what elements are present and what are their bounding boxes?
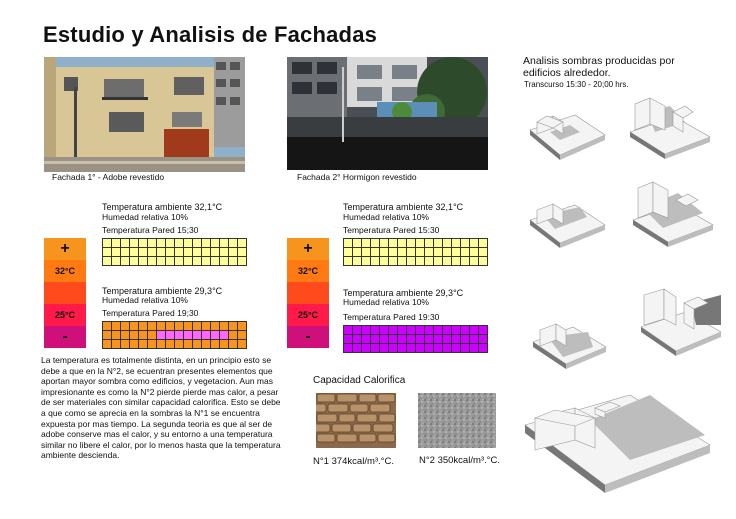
scale-band	[287, 282, 329, 304]
grid-cell	[461, 257, 470, 266]
grid-cell	[452, 257, 461, 266]
grid-cell	[121, 340, 130, 349]
grid-cell	[371, 239, 380, 248]
grid-cell	[353, 257, 362, 266]
grid-cell	[238, 331, 247, 340]
grid-cell	[157, 340, 166, 349]
grid-cell	[434, 257, 443, 266]
grid-cell	[344, 335, 353, 344]
grid-cell	[130, 239, 139, 248]
grid-cell	[371, 257, 380, 266]
grid-cell	[353, 239, 362, 248]
grid-cell	[416, 344, 425, 353]
grid-cell	[157, 331, 166, 340]
f1-amb1: Temperatura ambiente 32,1°C	[102, 202, 223, 212]
scale-band	[44, 282, 86, 304]
grid-cell	[175, 257, 184, 266]
grid-cell	[157, 322, 166, 331]
grid-cell	[443, 239, 452, 248]
grid-cell	[166, 257, 175, 266]
grid-cell	[103, 340, 112, 349]
grid-cell	[130, 257, 139, 266]
grid-cell	[166, 239, 175, 248]
grid-cell	[479, 335, 488, 344]
grid-cell	[353, 248, 362, 257]
capacity-title: Capacidad Calorifica	[313, 375, 406, 386]
grid-cell	[130, 331, 139, 340]
grid-cell	[175, 331, 184, 340]
f2-amb2: Temperatura ambiente 29,3°C	[343, 288, 464, 298]
capacity-adobe: N°1 374kcal/m³.°C.	[313, 456, 394, 467]
temperature-scale-1	[44, 238, 86, 348]
grid-cell	[121, 331, 130, 340]
grid-cell	[362, 239, 371, 248]
grid-cell	[470, 248, 479, 257]
grid-cell	[344, 239, 353, 248]
wall-temp-grid-f1-1930	[102, 321, 247, 349]
grid-cell	[362, 344, 371, 353]
grid-cell	[398, 344, 407, 353]
grid-cell	[238, 239, 247, 248]
grid-cell	[238, 340, 247, 349]
grid-cell	[461, 248, 470, 257]
grid-cell	[229, 257, 238, 266]
grid-cell	[425, 239, 434, 248]
grid-cell	[229, 248, 238, 257]
grid-cell	[103, 257, 112, 266]
grid-cell	[157, 239, 166, 248]
grid-cell	[371, 248, 380, 257]
shadow-model-3b	[636, 285, 726, 362]
grid-cell	[452, 326, 461, 335]
grid-cell	[166, 248, 175, 257]
grid-cell	[211, 340, 220, 349]
grid-cell	[193, 340, 202, 349]
grid-cell	[148, 340, 157, 349]
grid-cell	[139, 322, 148, 331]
temperature-scale-2	[287, 238, 329, 348]
f1-wall2: Temperatura Pared 19;30	[102, 308, 199, 318]
grid-cell	[193, 331, 202, 340]
grid-cell	[130, 322, 139, 331]
grid-cell	[202, 248, 211, 257]
grid-cell	[139, 340, 148, 349]
grid-cell	[425, 257, 434, 266]
grid-cell	[103, 248, 112, 257]
grid-cell	[407, 239, 416, 248]
grid-cell	[112, 340, 121, 349]
grid-cell	[398, 326, 407, 335]
grid-cell	[407, 257, 416, 266]
grid-cell	[470, 326, 479, 335]
scale-plus: +	[44, 238, 86, 260]
grid-cell	[362, 248, 371, 257]
grid-cell	[434, 239, 443, 248]
grid-cell	[380, 257, 389, 266]
grid-cell	[425, 326, 434, 335]
grid-cell	[229, 239, 238, 248]
grid-cell	[380, 248, 389, 257]
grid-cell	[371, 344, 380, 353]
grid-cell	[470, 344, 479, 353]
grid-cell	[398, 257, 407, 266]
grid-cell	[121, 257, 130, 266]
adobe-texture	[316, 393, 396, 448]
shadow-model-1a	[525, 100, 610, 170]
f2-amb1: Temperatura ambiente 32,1°C	[343, 202, 464, 212]
grid-cell	[353, 326, 362, 335]
grid-cell	[184, 322, 193, 331]
grid-cell	[202, 322, 211, 331]
grid-cell	[479, 239, 488, 248]
grid-cell	[362, 335, 371, 344]
grid-cell	[461, 344, 470, 353]
grid-cell	[389, 257, 398, 266]
grid-cell	[211, 322, 220, 331]
grid-cell	[380, 326, 389, 335]
grid-cell	[220, 239, 229, 248]
grid-cell	[353, 335, 362, 344]
grid-cell	[103, 322, 112, 331]
grid-cell	[434, 344, 443, 353]
facade1-photo	[44, 57, 245, 172]
grid-cell	[148, 322, 157, 331]
grid-cell	[344, 326, 353, 335]
grid-cell	[389, 326, 398, 335]
grid-cell	[443, 344, 452, 353]
grid-cell	[166, 331, 175, 340]
facade2-caption: Fachada 2° Hormigon revestido	[297, 172, 417, 182]
grid-cell	[461, 335, 470, 344]
grid-cell	[398, 335, 407, 344]
grid-cell	[229, 331, 238, 340]
facade2-photo	[287, 57, 488, 170]
grid-cell	[112, 239, 121, 248]
grid-cell	[148, 257, 157, 266]
shadow-model-1b	[625, 92, 715, 167]
page-title: Estudio y Analisis de Fachadas	[43, 22, 378, 47]
grid-cell	[139, 331, 148, 340]
grid-cell	[157, 257, 166, 266]
grid-cell	[353, 344, 362, 353]
grid-cell	[139, 239, 148, 248]
grid-cell	[344, 248, 353, 257]
shadow-model-2a	[525, 185, 610, 255]
grid-cell	[407, 248, 416, 257]
grid-cell	[362, 257, 371, 266]
grid-cell	[434, 326, 443, 335]
scale-32: 32°C	[44, 260, 86, 282]
grid-cell	[148, 239, 157, 248]
grid-cell	[416, 239, 425, 248]
grid-cell	[389, 239, 398, 248]
grid-cell	[389, 335, 398, 344]
scale-25: 25°C	[287, 304, 329, 326]
grid-cell	[461, 326, 470, 335]
grid-cell	[121, 322, 130, 331]
grid-cell	[238, 257, 247, 266]
grid-cell	[148, 331, 157, 340]
grid-cell	[380, 344, 389, 353]
grid-cell	[184, 331, 193, 340]
grid-cell	[175, 248, 184, 257]
shadow-model-large	[520, 390, 715, 505]
grid-cell	[470, 335, 479, 344]
grid-cell	[407, 344, 416, 353]
wall-temp-grid-f2-1930	[343, 325, 488, 353]
grid-cell	[193, 257, 202, 266]
grid-cell	[362, 326, 371, 335]
grid-cell	[112, 331, 121, 340]
grid-cell	[443, 257, 452, 266]
grid-cell	[229, 322, 238, 331]
grid-cell	[139, 248, 148, 257]
grid-cell	[434, 335, 443, 344]
grid-cell	[184, 239, 193, 248]
grid-cell	[121, 239, 130, 248]
analysis-paragraph: La temperatura es totalmente distinta, en un principio esto se debe a que en la N°2, se ecuentran presentes elementos que aportan mayor sombra como edificios, y vegetacion. Aun mas impresionante es como la N°2 pierde pierde mas calor, a pesar de ser materiales con similar capacidad calorifica. Esto se debe a que como se aprecia en la sombras la N°1 se encuentra expuesta por mas tiempo. La segunda teoria es que al ser de adobe conserve mas el calor, y su entorno a una temperatura similar no libere el calor, por lo menos hasta que la temperatura ambiente descienda.	[41, 355, 281, 461]
f1-wall1: Temperatura Pared 15;30	[102, 225, 199, 235]
grid-cell	[211, 248, 220, 257]
f2-hum2: Humedad relativa 10%	[343, 297, 429, 307]
concrete-texture	[418, 393, 496, 448]
f1-amb2: Temperatura ambiente 29,3°C	[102, 286, 223, 296]
grid-cell	[175, 340, 184, 349]
grid-cell	[425, 344, 434, 353]
grid-cell	[184, 248, 193, 257]
grid-cell	[220, 340, 229, 349]
grid-cell	[157, 248, 166, 257]
grid-cell	[112, 322, 121, 331]
grid-cell	[229, 340, 238, 349]
scale-minus: -	[287, 326, 329, 348]
grid-cell	[130, 248, 139, 257]
shadow-model-3a	[528, 312, 613, 382]
grid-cell	[443, 335, 452, 344]
grid-cell	[175, 239, 184, 248]
f2-wall2: Temperatura Pared 19:30	[343, 312, 440, 322]
wall-temp-grid-f1-1530	[102, 238, 247, 266]
grid-cell	[479, 344, 488, 353]
grid-cell	[452, 335, 461, 344]
grid-cell	[166, 322, 175, 331]
grid-cell	[470, 239, 479, 248]
grid-cell	[103, 239, 112, 248]
capacity-concrete: N°2 350kcal/m³.°C.	[419, 455, 500, 466]
grid-cell	[193, 248, 202, 257]
grid-cell	[211, 257, 220, 266]
grid-cell	[139, 257, 148, 266]
wall-temp-grid-f2-1530	[343, 238, 488, 266]
grid-cell	[416, 335, 425, 344]
grid-cell	[407, 335, 416, 344]
grid-cell	[416, 326, 425, 335]
grid-cell	[443, 248, 452, 257]
grid-cell	[371, 335, 380, 344]
grid-cell	[425, 248, 434, 257]
grid-cell	[121, 248, 130, 257]
grid-cell	[193, 322, 202, 331]
grid-cell	[202, 257, 211, 266]
scale-25: 25°C	[44, 304, 86, 326]
grid-cell	[220, 322, 229, 331]
grid-cell	[184, 257, 193, 266]
grid-cell	[238, 248, 247, 257]
grid-cell	[344, 344, 353, 353]
grid-cell	[166, 340, 175, 349]
grid-cell	[479, 326, 488, 335]
grid-cell	[380, 239, 389, 248]
grid-cell	[407, 326, 416, 335]
grid-cell	[398, 239, 407, 248]
grid-cell	[148, 248, 157, 257]
grid-cell	[452, 344, 461, 353]
grid-cell	[202, 340, 211, 349]
scale-32: 32°C	[287, 260, 329, 282]
grid-cell	[380, 335, 389, 344]
grid-cell	[479, 257, 488, 266]
grid-cell	[202, 331, 211, 340]
shadow-model-2b	[628, 178, 718, 253]
grid-cell	[112, 257, 121, 266]
grid-cell	[461, 239, 470, 248]
shadows-title: Analisis sombras producidas por edificios alrededor.	[523, 55, 675, 79]
f1-hum1: Humedad relativa 10%	[102, 212, 188, 222]
grid-cell	[479, 248, 488, 257]
grid-cell	[452, 248, 461, 257]
grid-cell	[175, 322, 184, 331]
facade1-caption: Fachada 1° - Adobe revestido	[52, 172, 165, 182]
grid-cell	[443, 326, 452, 335]
grid-cell	[371, 326, 380, 335]
grid-cell	[434, 248, 443, 257]
f2-hum1: Humedad relativa 10%	[343, 212, 429, 222]
grid-cell	[238, 322, 247, 331]
grid-cell	[220, 257, 229, 266]
grid-cell	[211, 239, 220, 248]
grid-cell	[452, 239, 461, 248]
grid-cell	[416, 257, 425, 266]
grid-cell	[344, 257, 353, 266]
scale-plus: +	[287, 238, 329, 260]
grid-cell	[470, 257, 479, 266]
f1-hum2: Humedad relativa 10%	[102, 295, 188, 305]
grid-cell	[425, 335, 434, 344]
grid-cell	[211, 331, 220, 340]
grid-cell	[220, 248, 229, 257]
grid-cell	[184, 340, 193, 349]
grid-cell	[220, 331, 229, 340]
grid-cell	[193, 239, 202, 248]
grid-cell	[103, 331, 112, 340]
grid-cell	[389, 248, 398, 257]
grid-cell	[202, 239, 211, 248]
shadows-range: Transcurso 15:30 - 20;00 hrs.	[524, 80, 629, 89]
grid-cell	[398, 248, 407, 257]
grid-cell	[130, 340, 139, 349]
grid-cell	[389, 344, 398, 353]
scale-minus: -	[44, 326, 86, 348]
f2-wall1: Temperatura Pared 15:30	[343, 225, 440, 235]
grid-cell	[112, 248, 121, 257]
grid-cell	[416, 248, 425, 257]
